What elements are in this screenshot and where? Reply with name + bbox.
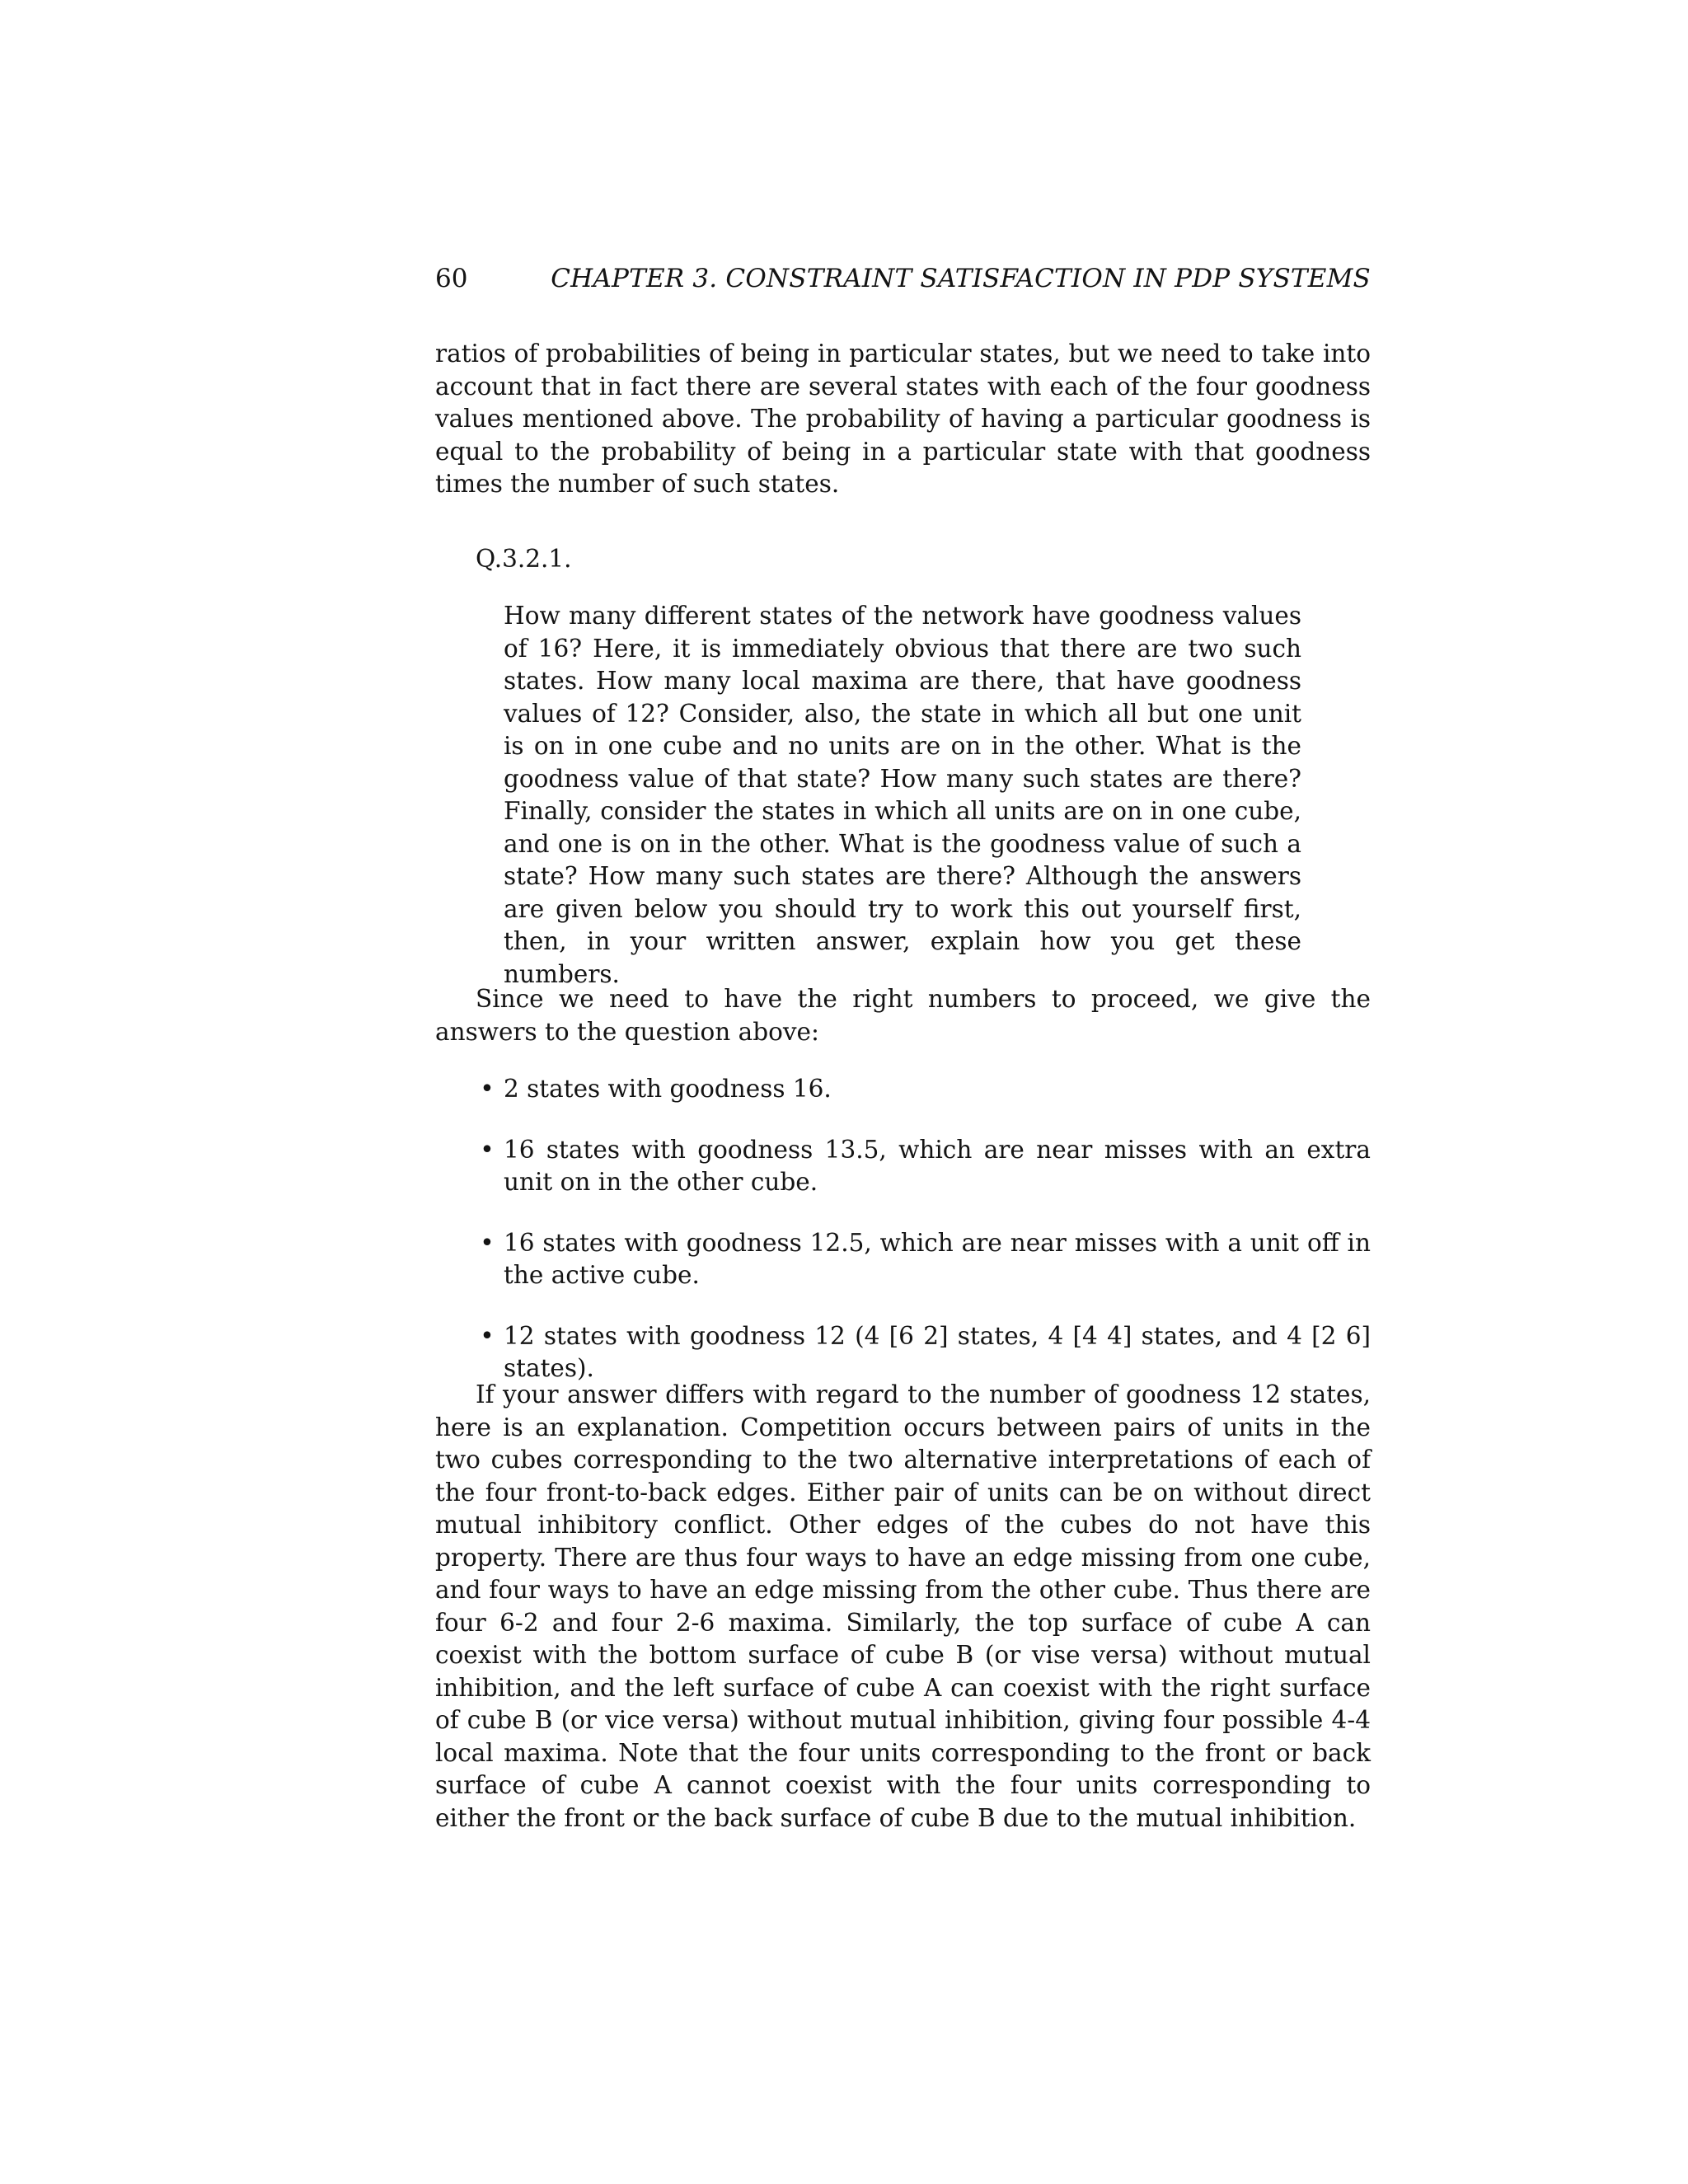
question-body: How many different states of the network have goodness values of 16? Here, it is immediately obvious that there are two such states. How many local maxima are there, that have goodness values of 12? Consider, also, the state in which all but one unit is on in one cube and no units are on in the other. What is the goodness value of that state? How many such states are there? Finally, consider the states in which all units are on in one cube, and one is on in the other. What is the goodness value of such a state? How many such states are there? Although the answers are given below you should try to work this out yourself first, then, in your written answer, explain how you get these numbers. bbox=[504, 602, 1301, 988]
bullet-icon: • bbox=[480, 1228, 495, 1257]
list-item bbox=[435, 1320, 1371, 1385]
body-paragraph-3: If your answer differs with regard to the number of goodness 12 states, here is an explanation. Competition occurs between pairs of units in the two cubes corresponding to the two alternative interpretations of each of the four front-to-back edges. Either pair of units can be on without direct mutual inhibitory conflict. Other edges of the cubes do not have this property. There are thus four ways to have an edge missing from one cube, and four ways to have an edge missing from the other cube. Thus there are four 6-2 and four 2-6 maxima. Similarly, the top surface of cube A can coexist with the bottom surface of cube B (or vise versa) without mutual inhibition, and the left surface of cube A can coexist with the right surface of cube B (or vice versa) without mutual inhibition, giving four possible 4-4 local maxima. Note that the four units corresponding to the front or back surface of cube A cannot coexist with the four units corresponding to either the front or the back surface of cube B due to the mutual inhibition. bbox=[435, 1380, 1371, 1832]
list-item-text: 12 states with goodness 12 (4 [6 2] states, 4 [4 4] states, and 4 [2 6] states). bbox=[504, 1321, 1371, 1382]
list-item-text: 2 states with goodness 16. bbox=[504, 1075, 832, 1103]
list-item bbox=[435, 1073, 1371, 1106]
page-number: 60 bbox=[435, 264, 468, 293]
list-item bbox=[435, 1134, 1371, 1199]
bullet-icon: • bbox=[480, 1321, 495, 1350]
body-paragraph-1: ratios of probabilities of being in particular states, but we need to take into account that in fact there are several states with each of the four goodness values mentioned above. The probability of having a particular goodness is equal to the probability of being in a particular state with that goodness times the number of such states. bbox=[435, 340, 1371, 498]
page-header bbox=[435, 262, 1371, 298]
running-title: CHAPTER 3. CONSTRAINT SATISFACTION IN PDP SYSTEMS bbox=[551, 264, 1371, 293]
body-paragraph-2: Since we need to have the right numbers to proceed, we give the answers to the question above: bbox=[435, 985, 1371, 1046]
answer-list bbox=[435, 1073, 1371, 1413]
list-item bbox=[435, 1227, 1371, 1292]
list-item-text: 16 states with goodness 12.5, which are near misses with a unit off in the active cube. bbox=[504, 1228, 1371, 1289]
list-item-text: 16 states with goodness 13.5, which are near misses with an extra unit on in the other cube. bbox=[504, 1135, 1371, 1196]
question-label: Q.3.2.1. bbox=[476, 545, 572, 573]
bullet-icon: • bbox=[480, 1135, 495, 1164]
bullet-icon: • bbox=[480, 1075, 495, 1103]
